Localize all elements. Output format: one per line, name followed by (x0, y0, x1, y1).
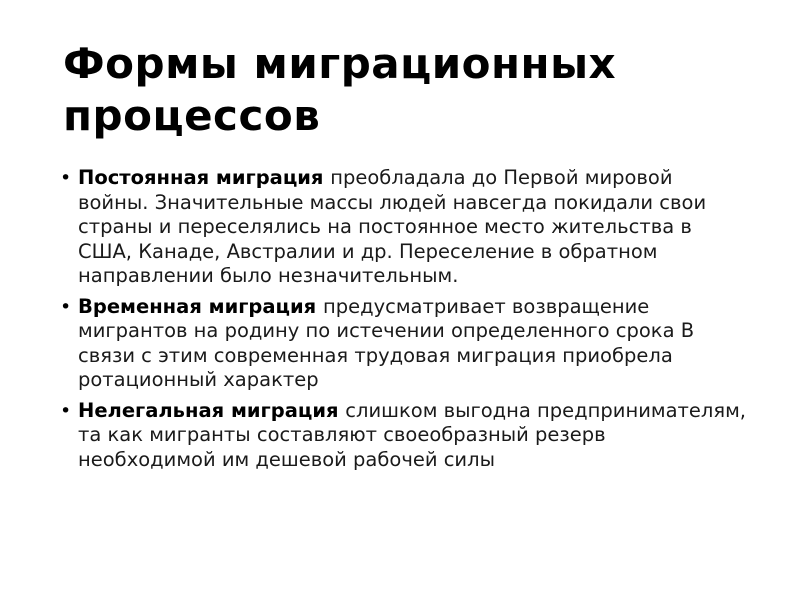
bullet-point-icon: • (60, 167, 72, 189)
bullet-item-permanent-migration (58, 166, 748, 289)
bullet-list (58, 166, 748, 478)
bullet-point-icon: • (60, 399, 72, 422)
bullet-text: слишком выгодна предпринимателям, та как мигранты составляют своеобразный резерв необходимой им дешевой рабочей силы (78, 398, 747, 471)
bullet-point-icon: • (60, 295, 72, 318)
bullet-item-temporary-migration (58, 295, 748, 393)
bullet-text: предусматривает возвращение мигрантов на родину по истечении определенного срока В связи с этим современная трудовая миграция приобрела ротационный характер (78, 294, 695, 391)
bullet-item-illegal-migration (58, 399, 748, 473)
bullet-text: преобладала до Первой мировой войны. Значительные массы людей навсегда покидали свои страны и переселялись на постоянное место жительства в США, Канаде, Австралии и др. Переселение в обратном направлении было незначительным. (78, 166, 707, 287)
bullet-term: Нелегальная миграция (78, 398, 346, 422)
slide-title: Формы миграционных процессов (63, 39, 617, 140)
bullet-term: Постоянная миграция (78, 166, 331, 189)
bullet-term: Временная миграция (78, 294, 323, 318)
